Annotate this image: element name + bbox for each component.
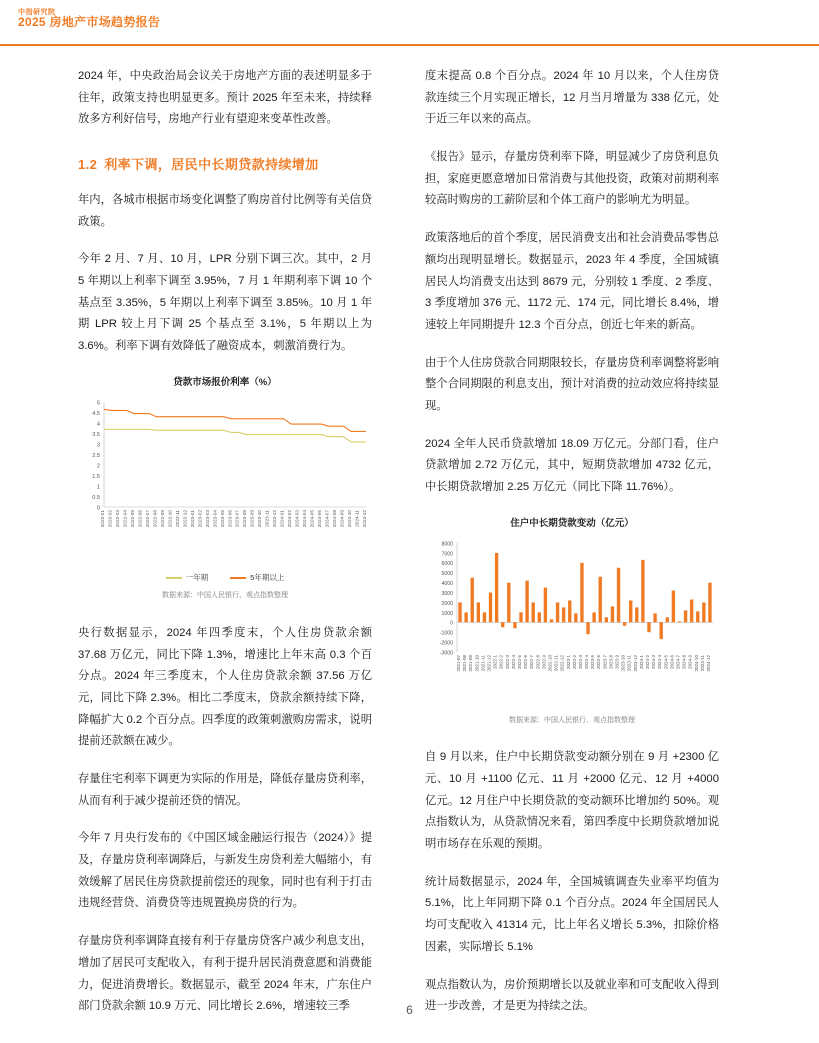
brand-main-label: 2025 房地产市场趋势报告 (18, 15, 161, 30)
svg-text:2.5: 2.5 (92, 453, 100, 460)
svg-text:2023-05: 2023-05 (219, 510, 225, 528)
paragraph: 由于个人住房贷款合同期限较长，存量房贷利率调整将影响整个合同期限的利息支出，预计对消费的拉动效应将持续显现。 (425, 356, 719, 412)
page-header (0, 0, 819, 44)
legend-swatch-0 (166, 577, 182, 579)
svg-text:2023-06: 2023-06 (227, 510, 233, 528)
svg-text:4000: 4000 (441, 580, 453, 587)
paragraph: 年内，各城市根据市场变化调整了购房首付比例等有关信贷政策。 (78, 194, 372, 228)
legend-item-1 (230, 571, 284, 585)
svg-text:2024-11: 2024-11 (354, 510, 360, 527)
chart-lpr-line (78, 394, 372, 569)
svg-text:2021-08: 2021-08 (462, 654, 468, 672)
figure-title: 贷款市场报价利率（%） (173, 376, 277, 388)
svg-text:2022-8: 2022-8 (535, 654, 541, 669)
svg-text:2021-11: 2021-11 (480, 654, 486, 672)
svg-text:2: 2 (96, 463, 100, 470)
svg-text:3.5: 3.5 (92, 432, 100, 439)
svg-text:2023-11: 2023-11 (264, 510, 270, 527)
svg-text:2024-03: 2024-03 (294, 510, 300, 528)
svg-text:2023-5: 2023-5 (590, 654, 596, 669)
svg-text:2021-09: 2021-09 (468, 654, 474, 672)
svg-text:2022-07: 2022-07 (144, 510, 150, 528)
svg-text:2023-10: 2023-10 (257, 510, 263, 528)
svg-text:2023-03: 2023-03 (204, 510, 210, 528)
svg-text:2022-2: 2022-2 (498, 654, 504, 669)
svg-text:2022-05: 2022-05 (129, 510, 135, 528)
section-number: 1.2 (78, 157, 98, 173)
svg-text:-2000: -2000 (439, 640, 453, 647)
left-column (78, 66, 372, 1034)
svg-text:2023-02: 2023-02 (197, 510, 203, 528)
svg-text:2024-02: 2024-02 (287, 510, 293, 528)
bar-chart-svg (425, 535, 719, 710)
svg-text:2024-1: 2024-1 (638, 654, 644, 669)
line-chart-svg (78, 394, 372, 569)
paragraph: 度末提高 0.8 个百分点。2024 年 10 月以来，个人住房贷款连续三个月实现正增长，12 月当月增量为 338 亿元，处于近三年以来的高点。 (425, 70, 719, 126)
svg-text:3: 3 (96, 442, 100, 449)
figure-source: 数据来源：中国人民银行、观点指数整理 (162, 592, 288, 600)
brand-logo (18, 9, 160, 29)
brand-top-label: 中指研究院 (18, 9, 56, 16)
svg-text:2021-07: 2021-07 (456, 654, 462, 672)
chart-legend (78, 571, 372, 585)
svg-text:2023-04: 2023-04 (212, 510, 218, 528)
svg-text:-1000: -1000 (439, 630, 453, 637)
svg-text:2023-11: 2023-11 (626, 654, 632, 672)
paragraph: 今年 7 月央行发布的《中国区域金融运行报告（2024）》提及，存量房贷利率调降后，与新发生房贷利差大幅缩小，有效缓解了居民住房贷款提前偿还的现象，同时也有利于打击违规经营贷、消费贷等违规置换房贷的行为。 (78, 832, 372, 910)
header-divider (0, 44, 819, 46)
paragraph: 2024 全年人民币贷款增加 18.09 万亿元。分部门看，住户贷款增加 2.72 万亿元，其中，短期贷款增加 4732 亿元，中长期贷款增加 2.25 万亿元（同比下降 11.76%）。 (425, 437, 719, 493)
svg-text:2024-01: 2024-01 (279, 510, 285, 528)
svg-text:2024-11: 2024-11 (699, 654, 705, 672)
svg-text:2022-08: 2022-08 (152, 510, 158, 528)
chart-household-bar (425, 535, 719, 710)
legend-swatch-1 (230, 577, 246, 579)
svg-text:2022-12: 2022-12 (559, 654, 565, 672)
svg-text:2024-6: 2024-6 (669, 654, 675, 669)
svg-text:2022-03: 2022-03 (114, 510, 120, 528)
figure-title: 住户中长期贷款变动（亿元） (510, 517, 634, 529)
svg-text:5000: 5000 (441, 571, 453, 578)
figure-source: 数据来源：中国人民银行、观点指数整理 (509, 716, 635, 724)
svg-text:-3000: -3000 (439, 650, 453, 657)
svg-text:1000: 1000 (441, 610, 453, 617)
right-column (425, 66, 719, 1034)
svg-text:0: 0 (96, 505, 100, 512)
svg-text:2024-05: 2024-05 (309, 510, 315, 528)
svg-text:7000: 7000 (441, 551, 453, 558)
figure-lpr-rates (78, 374, 372, 603)
svg-text:3000: 3000 (441, 590, 453, 597)
svg-text:2024-09: 2024-09 (339, 510, 345, 528)
svg-text:2022-1: 2022-1 (492, 654, 498, 669)
svg-text:2022-10: 2022-10 (167, 510, 173, 528)
svg-text:0: 0 (450, 620, 453, 627)
svg-text:2022-12: 2022-12 (182, 510, 188, 528)
svg-text:2023-1: 2023-1 (565, 654, 571, 669)
section-title: 利率下调，居民中长期贷款持续增加 (104, 157, 319, 173)
paragraph: 央行数据显示，2024 年四季度末，个人住房贷款余额 37.68 万亿元，同比下降 1.3%，增速比上年末高 0.3 个百分点。2024 年三季度末，个人住房贷款余额 37.56 万亿元，同比下降 2.3%。相比二季度末，贷款余额持续下降，降幅扩大 0.2 个百分点。四季度的政策刺激购房需求，说明提前还款额在减少。 (78, 626, 372, 748)
paragraph: 观点指数认为，房价预期增长以及就业率和可支配收入得到进一步改善，才是更为持续之法。 (425, 978, 719, 1013)
svg-text:8000: 8000 (441, 541, 453, 548)
svg-text:2000: 2000 (441, 600, 453, 607)
svg-text:2023-10: 2023-10 (620, 654, 626, 672)
svg-text:2024-4: 2024-4 (657, 654, 663, 669)
svg-text:2022-4: 2022-4 (510, 654, 516, 669)
page-number: 6 (406, 1003, 413, 1017)
section-heading (78, 153, 372, 178)
paragraph: 存量住宅利率下调更为实际的作用是，降低存量房贷利率，从而有利于减少提前还贷的情况。 (78, 773, 372, 807)
svg-text:2023-12: 2023-12 (272, 510, 278, 528)
svg-text:1.5: 1.5 (92, 474, 100, 481)
svg-text:2022-7: 2022-7 (529, 654, 535, 669)
svg-text:2022-11: 2022-11 (174, 510, 180, 527)
svg-text:2022-5: 2022-5 (517, 654, 522, 669)
svg-text:2023-3: 2023-3 (577, 654, 583, 669)
legend-label-0: 一年期 (185, 573, 209, 583)
svg-text:2024-10: 2024-10 (693, 654, 699, 672)
svg-text:2024-8: 2024-8 (681, 654, 687, 669)
svg-text:2024-3: 2024-3 (651, 654, 657, 669)
legend-label-1: 5年期以上 (250, 573, 285, 583)
svg-text:4.5: 4.5 (92, 411, 100, 418)
svg-text:2022-3: 2022-3 (504, 654, 510, 669)
svg-text:2024-12: 2024-12 (705, 654, 711, 672)
paragraph: 存量房贷利率调降直接有利于存量房贷客户减少利息支出，增加了居民可支配收入，有利于提升居民消费意愿和消费能力，促进消费增长。数据显示，截至 2024 年末，广东住户部门贷款余额 10.9 万元、同比增长 2.6%，增速较三季 (78, 935, 372, 1013)
svg-text:2024-7: 2024-7 (675, 654, 681, 669)
svg-text:2024-12: 2024-12 (362, 510, 367, 528)
paragraph: 今年 2 月、7 月、10 月，LPR 分别下调三次。其中，2 月 5 年期以上利率下调至 3.95%，7 月 1 年期利率下调 10 个基点至 3.35%，5 年期以上利率下调至 3.85%。10 月 1 年期 LPR 较上月下调 25 个基点至 3.1%，5 年期以上为 3.6%。利率下调有效降低了融资成本，刺激消费行为。 (78, 253, 372, 353)
svg-text:2024-08: 2024-08 (332, 510, 338, 528)
svg-text:2022-6: 2022-6 (523, 654, 529, 669)
svg-text:2022-10: 2022-10 (547, 654, 553, 672)
svg-text:2022-09: 2022-09 (159, 510, 165, 528)
figure-household-loans (425, 515, 719, 728)
svg-text:6000: 6000 (441, 561, 453, 568)
svg-text:2022-11: 2022-11 (553, 654, 559, 672)
svg-text:2023-4: 2023-4 (584, 654, 590, 669)
svg-text:2022-06: 2022-06 (137, 510, 143, 528)
svg-text:4: 4 (96, 421, 100, 428)
svg-text:2021-10: 2021-10 (474, 654, 480, 672)
svg-text:2022-02: 2022-02 (107, 510, 113, 528)
svg-text:2024-9: 2024-9 (687, 654, 693, 669)
svg-text:2023-01: 2023-01 (189, 510, 195, 528)
paragraph: 统计局数据显示，2024 年，全国城镇调查失业率平均值为 5.1%，比上年同期下降 0.1 个百分点。2024 年全国居民人均可支配收入 41314 元，比上年名义增长 5.3%，扣除价格因素，实际增长 5.1% (425, 875, 719, 953)
svg-text:2024-04: 2024-04 (302, 510, 308, 528)
svg-text:2023-12: 2023-12 (632, 654, 638, 672)
svg-text:0.5: 0.5 (92, 495, 100, 502)
paragraph: 自 9 月以来，住户中长期贷款变动额分别在 9 月 +2300 亿元、10 月 +1100 亿元、11 月 +2000 亿元、12 月 +4000 亿元。12 月住户中长期贷款的变动额环比增加约 50%。观点指数认为，从贷款情况来看，第四季度中长期贷款增加说明市场存在乐观的预期。 (425, 751, 719, 851)
svg-text:1: 1 (96, 484, 100, 491)
svg-text:2022-9: 2022-9 (541, 654, 547, 669)
svg-text:2024-06: 2024-06 (317, 510, 323, 528)
svg-text:2021-12: 2021-12 (486, 654, 492, 672)
svg-text:2023-8: 2023-8 (608, 654, 614, 669)
svg-text:2023-09: 2023-09 (249, 510, 255, 528)
svg-text:2023-9: 2023-9 (614, 654, 620, 669)
svg-text:2023-2: 2023-2 (571, 654, 577, 669)
svg-text:2024-10: 2024-10 (347, 510, 353, 528)
svg-text:2024-07: 2024-07 (324, 510, 330, 528)
svg-text:2022-01: 2022-01 (100, 510, 105, 528)
svg-text:2023-08: 2023-08 (242, 510, 248, 528)
svg-text:2023-7: 2023-7 (602, 654, 608, 669)
svg-text:5: 5 (96, 400, 100, 407)
paragraph: 政策落地后的首个季度，居民消费支出和社会消费品零售总额均出现明显增长。数据显示，2023 年 4 季度，全国城镇居民人均消费支出达到 8679 元，分别较 1 季度、2 季度、3 季度增加 376 元、1172 元、174 元，同比增长 8.4%，增速较上年同期提升 12.3 个百分点，创近七年来的新高。 (425, 232, 719, 331)
svg-text:2024-2: 2024-2 (645, 654, 650, 669)
paragraph: 《报告》显示，存量房贷利率下降，明显减少了房贷利息负担，家庭更愿意增加日常消费与其他投资，政策对前期利率较高时购房的工薪阶层和个体工商户的影响尤为明显。 (425, 151, 719, 207)
svg-text:2022-04: 2022-04 (122, 510, 128, 528)
svg-text:2024-5: 2024-5 (663, 654, 669, 669)
svg-text:2023-07: 2023-07 (234, 510, 240, 528)
legend-item-0 (166, 571, 209, 585)
svg-text:2023-6: 2023-6 (596, 654, 602, 669)
paragraph: 2024 年，中央政治局会议关于房地产方面的表述明显多于往年，政策支持也明显更多。预计 2025 年至未来，持续释放多方利好信号，房地产行业有望迎来变革性改善。 (78, 70, 372, 126)
